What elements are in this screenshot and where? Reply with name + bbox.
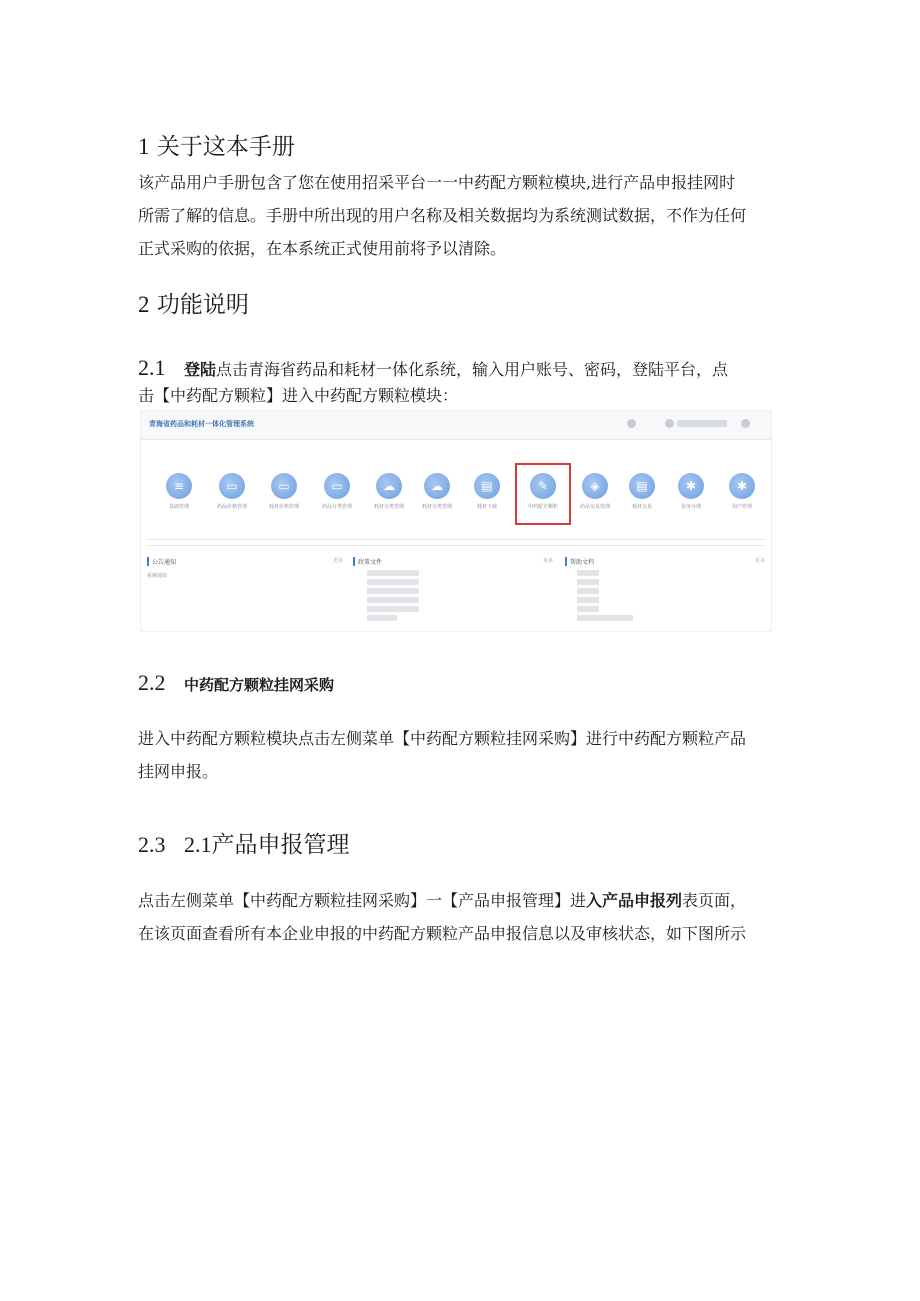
paragraph-line: 正式采购的依据，在本系统正式使用前将予以清除。 bbox=[138, 239, 507, 258]
divider bbox=[147, 545, 765, 546]
policy-list bbox=[367, 570, 419, 621]
section-2-3-heading bbox=[138, 826, 350, 859]
module-label: 耗材分类管理 bbox=[421, 504, 452, 510]
list-item[interactable] bbox=[577, 579, 599, 585]
section-1-paragraph bbox=[138, 166, 788, 265]
list-item[interactable] bbox=[577, 615, 633, 621]
line-bold-text: 入产品申报列 bbox=[586, 891, 683, 910]
more-link[interactable]: 更多 bbox=[543, 558, 554, 564]
section-2-3-title: 产品申报管理 bbox=[211, 832, 350, 858]
paragraph-line: 所需了解的信息。手册中所出现的用户名称及相关数据均为系统测试数据，不作为任何 bbox=[138, 206, 747, 225]
gear-icon: ✱ bbox=[729, 473, 755, 499]
list-item[interactable] bbox=[577, 606, 599, 612]
list-item[interactable] bbox=[367, 597, 419, 603]
line-text: 点击左侧菜单【中药配方颗粒挂网采购】一【产品申报管理】进 bbox=[138, 891, 587, 910]
login-label: 登陆 bbox=[184, 360, 217, 379]
section-2-1-text: 点击青海省药品和耗材一体化系统，输入用户账号、密码，登陆平台，点 bbox=[216, 360, 729, 379]
list-item[interactable] bbox=[367, 579, 419, 585]
list-item[interactable] bbox=[367, 615, 397, 621]
notice-panel bbox=[147, 557, 347, 627]
module-tile[interactable] bbox=[153, 465, 205, 521]
module-label: 耗材交易 bbox=[631, 504, 652, 510]
cloud-icon: ☁ bbox=[376, 473, 402, 499]
more-link[interactable]: 更多 bbox=[755, 558, 766, 564]
module-tile[interactable] bbox=[411, 465, 463, 521]
paragraph-line: 挂网申报。 bbox=[138, 762, 219, 781]
list-item[interactable] bbox=[577, 588, 599, 594]
module-label: 业务办理 bbox=[680, 504, 701, 510]
paragraph-line: 进入中药配方颗粒模块点击左侧菜单【中药配方颗粒挂网采购】进行中药配方颗粒产品 bbox=[138, 729, 747, 748]
panel-title: 政策文件 bbox=[353, 557, 553, 566]
section-2-2-number: 2.2 bbox=[138, 670, 166, 695]
database-icon: ≡ bbox=[166, 473, 192, 499]
module-tile-tcm-granules[interactable] bbox=[515, 463, 571, 525]
module-label: 耗材分类管理 bbox=[373, 504, 404, 510]
divider bbox=[147, 539, 765, 540]
section-2-3-number: 2.3 bbox=[138, 832, 166, 857]
module-label: 药品交易管理 bbox=[579, 504, 610, 510]
module-tile[interactable] bbox=[363, 465, 415, 521]
module-tile[interactable] bbox=[258, 465, 310, 521]
list-item[interactable] bbox=[367, 588, 419, 594]
section-2-heading bbox=[138, 286, 249, 319]
module-label: 药品价格管理 bbox=[216, 504, 247, 510]
help-list bbox=[577, 570, 637, 621]
line-text: 表页面， bbox=[682, 891, 747, 910]
topbar-logout-icon[interactable] bbox=[741, 419, 750, 428]
section-1-heading bbox=[138, 128, 295, 161]
system-topbar bbox=[141, 411, 771, 440]
section-2-title: 功能说明 bbox=[156, 292, 249, 318]
system-title: 青海省药品和耗材一体化管理系统 bbox=[149, 420, 254, 428]
module-tile[interactable] bbox=[569, 465, 621, 521]
paragraph-line: 在该页面查看所有本企业申报的中药配方颗粒产品申报信息以及审核状态，如下图所示 bbox=[138, 924, 747, 943]
section-2-2-title: 中药配方颗粒挂网采购 bbox=[184, 676, 335, 694]
module-label: 耗材下载 bbox=[476, 504, 497, 510]
module-tile[interactable] bbox=[665, 465, 717, 521]
module-label: 基础管理 bbox=[168, 504, 189, 510]
module-tile[interactable] bbox=[461, 465, 513, 521]
topbar-user-icon[interactable] bbox=[665, 419, 727, 428]
panel-title: 公告通知 bbox=[147, 557, 347, 566]
topbar-home-icon[interactable] bbox=[627, 419, 636, 428]
policy-panel bbox=[353, 557, 553, 627]
section-2-1-number: 2.1 bbox=[138, 355, 166, 380]
list-item[interactable] bbox=[577, 597, 599, 603]
more-link[interactable]: 更多 bbox=[333, 558, 344, 564]
monitor-icon: ▭ bbox=[324, 473, 350, 499]
section-2-number: 2 bbox=[138, 292, 150, 317]
module-tile[interactable] bbox=[206, 465, 258, 521]
panel-title: 帮助文档 bbox=[565, 557, 765, 566]
login-screenshot bbox=[140, 410, 772, 632]
module-tile[interactable] bbox=[716, 465, 768, 521]
module-tile[interactable] bbox=[616, 465, 668, 521]
pen-icon: ✎ bbox=[530, 473, 556, 499]
paragraph-line: 该产品用户手册包含了您在使用招采平台一一中药配方颗粒模块,进行产品申报挂网时 bbox=[138, 173, 736, 192]
bag-icon: ◈ bbox=[582, 473, 608, 499]
section-2-3-subnumber: 2.1 bbox=[184, 832, 212, 857]
notice-item[interactable]: 系统通知 bbox=[147, 573, 168, 579]
list-item[interactable] bbox=[577, 570, 599, 576]
paragraph-line bbox=[138, 884, 798, 917]
module-label: 药品分类管理 bbox=[321, 504, 352, 510]
module-label: 耗材价格管理 bbox=[268, 504, 299, 510]
section-2-1-line-2: 击【中药配方颗粒】进入中药配方颗粒模块： bbox=[138, 386, 459, 405]
monitor-icon: ▭ bbox=[219, 473, 245, 499]
monitor-icon: ▭ bbox=[271, 473, 297, 499]
section-2-2-heading bbox=[138, 670, 334, 696]
section-2-1 bbox=[138, 351, 778, 412]
list-item[interactable] bbox=[367, 570, 419, 576]
help-panel bbox=[565, 557, 765, 627]
section-2-3-paragraph bbox=[138, 884, 798, 950]
module-tile[interactable] bbox=[311, 465, 363, 521]
section-1-number: 1 bbox=[138, 134, 150, 159]
gear-icon: ✱ bbox=[678, 473, 704, 499]
section-1-title: 关于这本手册 bbox=[156, 134, 295, 160]
module-label: 用户管理 bbox=[731, 504, 752, 510]
module-label: 中药配方颗粒 bbox=[527, 504, 558, 510]
document-icon: ▤ bbox=[474, 473, 500, 499]
document-icon: ▤ bbox=[629, 473, 655, 499]
section-2-2-paragraph bbox=[138, 722, 788, 788]
cloud-icon: ☁ bbox=[424, 473, 450, 499]
list-item[interactable] bbox=[367, 606, 419, 612]
